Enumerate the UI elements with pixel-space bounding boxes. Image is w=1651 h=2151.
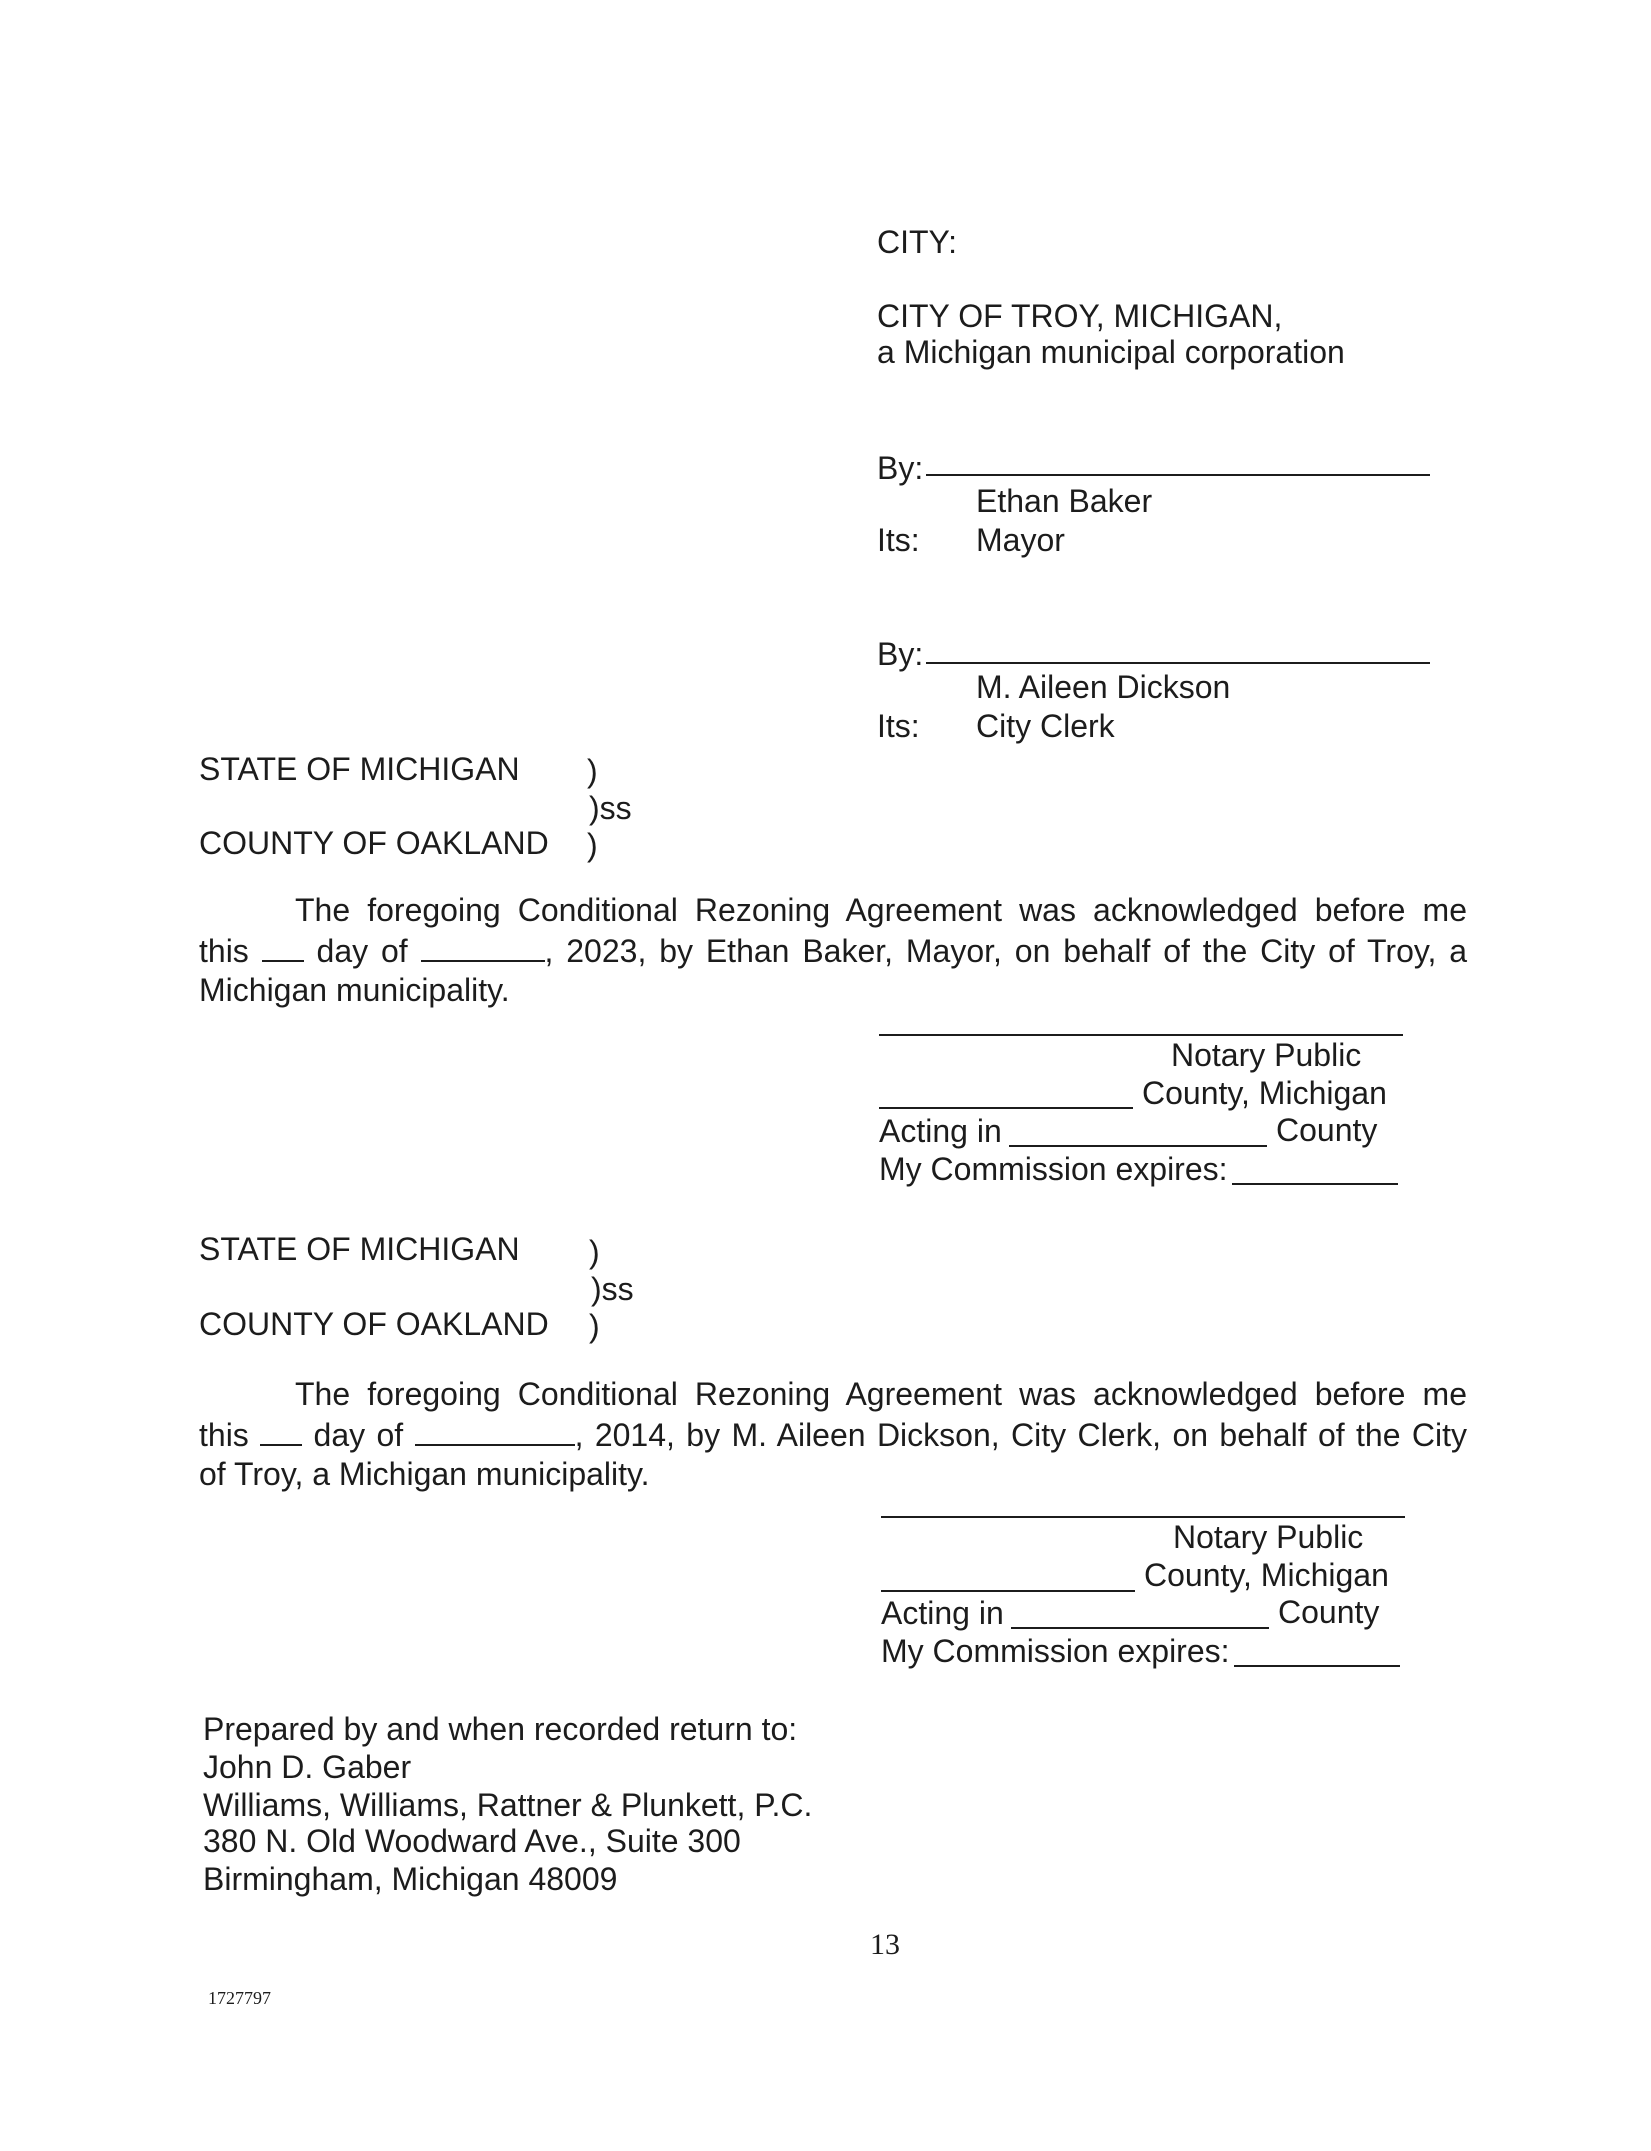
ack-2-this: this [199,1417,249,1453]
venue-1-county: COUNTY OF OAKLAND [199,825,549,861]
venue-1-ss: )ss [589,790,632,826]
ack-2-day-of: day of [313,1417,404,1453]
prepared-by-line-1: John D. Gaber [203,1749,412,1785]
venue-1-paren-bottom: ) [587,827,598,863]
signature-1-line [926,474,1430,476]
signature-2-name: M. Aileen Dickson [976,669,1231,705]
city-label: CITY: [877,224,958,260]
prepared-by-heading: Prepared by and when recorded return to: [203,1711,798,1747]
venue-2-paren-top: ) [589,1234,600,1270]
ack-1-this: this [199,933,249,969]
notary-1-commission-blank[interactable] [1232,1183,1398,1185]
notary-1-county: County [1276,1112,1378,1148]
signature-2-line [926,662,1430,664]
acknowledgment-1 [199,890,1467,1010]
ack-2-day-blank[interactable] [260,1414,302,1446]
ack-2-line-1: The foregoing Conditional Rezoning Agreement was acknowledged before me [295,1376,1467,1412]
notary-1-acting-blank[interactable] [1009,1145,1267,1147]
notary-2-county-michigan: County, Michigan [1144,1557,1389,1593]
signature-2-its-label: Its: [877,708,920,744]
notary-1-county-michigan: County, Michigan [1142,1075,1387,1111]
prepared-by-line-2: Williams, Williams, Rattner & Plunkett, P.C. [203,1787,813,1823]
notary-2-commission: My Commission expires: [881,1633,1230,1669]
signature-1-name: Ethan Baker [976,483,1153,519]
notary-2-title: Notary Public [1173,1519,1364,1555]
notary-2-acting-in: Acting in [881,1595,1004,1631]
venue-2-county: COUNTY OF OAKLAND [199,1306,549,1342]
notary-2-acting-blank[interactable] [1011,1627,1269,1629]
venue-2-state: STATE OF MICHIGAN [199,1231,520,1267]
venue-2-ss: )ss [591,1271,634,1307]
ack-1-rest: , 2023, by Ethan Baker, Mayor, on behalf of the City of Troy, a [544,933,1468,969]
venue-2-paren-bottom: ) [589,1308,600,1344]
acknowledgment-2 [199,1374,1467,1494]
signature-2-title: City Clerk [976,708,1115,744]
venue-1-paren-top: ) [587,753,598,789]
ack-2-line-3: of Troy, a Michigan municipality. [199,1456,650,1492]
venue-1-state: STATE OF MICHIGAN [199,751,520,787]
notary-1-county-blank[interactable] [879,1107,1133,1109]
notary-2-county: County [1278,1594,1380,1630]
signature-1-title: Mayor [976,522,1065,558]
notary-2-county-blank[interactable] [881,1590,1135,1592]
document-id: 1727797 [208,1988,271,2008]
ack-1-day-blank[interactable] [262,930,304,962]
page-number: 13 [870,1928,900,1961]
city-description: a Michigan municipal corporation [877,334,1345,370]
prepared-by-line-4: Birmingham, Michigan 48009 [203,1861,618,1897]
notary-1-acting-in: Acting in [879,1113,1002,1149]
notary-2-commission-blank[interactable] [1234,1665,1400,1667]
ack-1-line-1: The foregoing Conditional Rezoning Agreement was acknowledged before me [295,892,1467,928]
city-name: CITY OF TROY, MICHIGAN, [877,298,1283,334]
signature-1-by-label: By: [877,450,924,486]
notary-1-commission: My Commission expires: [879,1151,1228,1187]
notary-1-title: Notary Public [1171,1037,1362,1073]
prepared-by-line-3: 380 N. Old Woodward Ave., Suite 300 [203,1823,741,1859]
ack-1-day-of: day of [316,933,408,969]
ack-2-month-blank[interactable] [415,1414,575,1446]
ack-2-rest: , 2014, by M. Aileen Dickson, City Clerk, on behalf of the City [574,1417,1468,1453]
ack-1-line-3: Michigan municipality. [199,972,510,1008]
signature-2-by-label: By: [877,636,924,672]
signature-1-its-label: Its: [877,522,920,558]
ack-1-month-blank[interactable] [421,930,545,962]
